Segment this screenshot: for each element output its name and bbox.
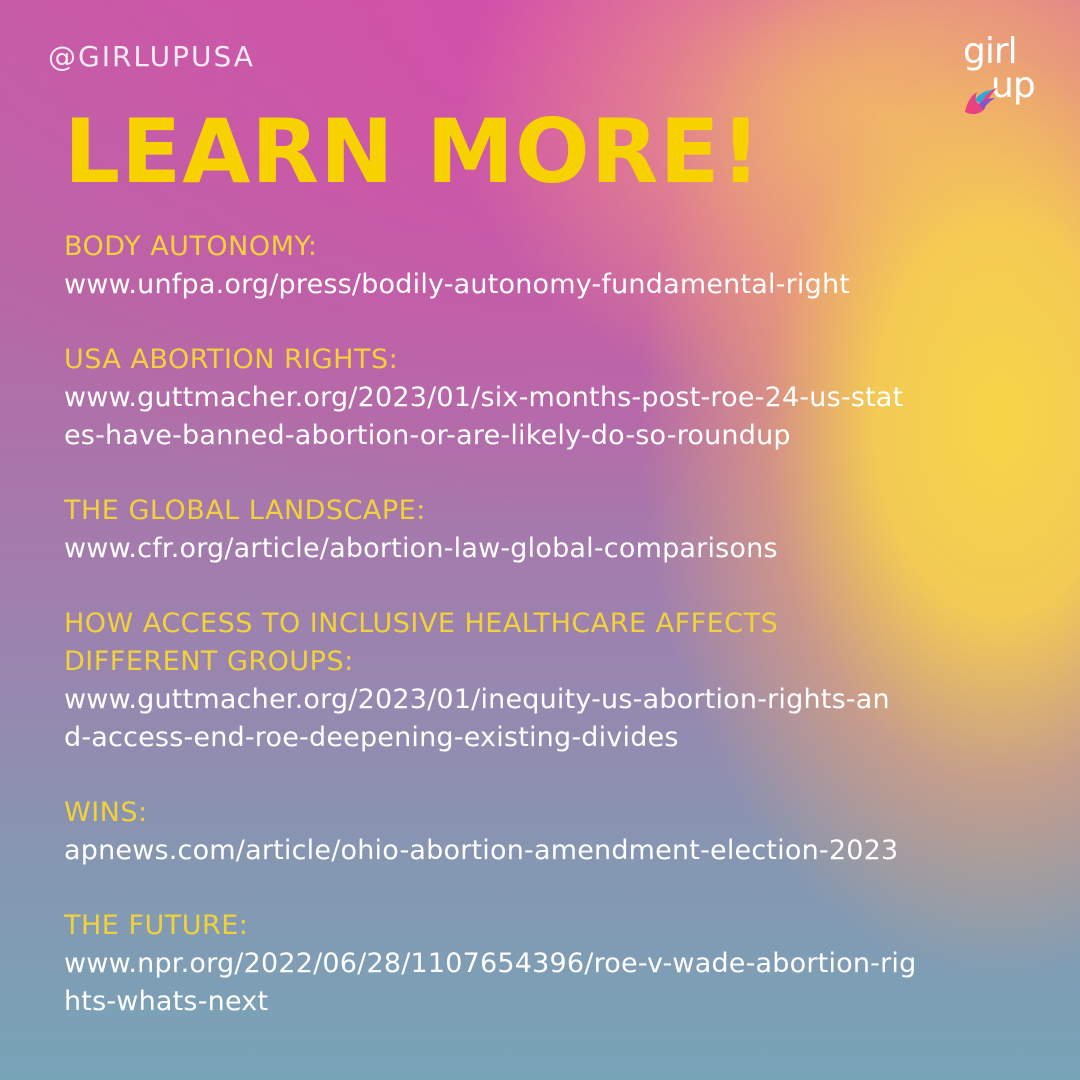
section-the-future (64, 907, 1044, 1021)
resource-url[interactable] (64, 681, 1044, 757)
url-line: www.guttmacher.org/2023/01/inequity-us-abortion-rights-an (64, 684, 890, 715)
section-heading: WINS: (64, 797, 148, 828)
section-heading: THE GLOBAL LANDSCAPE: (64, 495, 426, 526)
heading-line: HOW ACCESS TO INCLUSIVE HEALTHCARE AFFECTS (64, 608, 779, 639)
url-line: www.guttmacher.org/2023/01/six-months-post-roe-24-us-stat (64, 382, 904, 413)
url-line: apnews.com/article/ohio-abortion-amendment-election-2023 (64, 835, 899, 866)
url-line: www.unfpa.org/press/bodily-autonomy-fundamental-right (64, 269, 851, 300)
social-handle: @GIRLUPUSA (48, 40, 255, 73)
url-line: www.npr.org/2022/06/28/1107654396/roe-v-wade-abortion-rig (64, 948, 917, 979)
url-line: d-access-end-roe-deepening-existing-divides (64, 722, 679, 753)
url-line: es-have-banned-abortion-or-are-likely-do-so-roundup (64, 420, 791, 451)
section-global-landscape (64, 492, 1044, 568)
heading-line: DIFFERENT GROUPS: (64, 646, 354, 677)
logo-word-bottom: up (991, 65, 1035, 106)
resource-url[interactable] (64, 945, 1044, 1021)
section-inclusive-healthcare (64, 605, 1044, 757)
resource-list (64, 228, 1044, 1058)
section-heading: USA ABORTION RIGHTS: (64, 344, 399, 375)
resource-url[interactable] (64, 832, 1044, 870)
page-title: LEARN MORE! (64, 100, 762, 203)
resource-url[interactable] (64, 379, 1044, 455)
section-heading: BODY AUTONOMY: (64, 231, 318, 262)
resource-url[interactable] (64, 530, 1044, 568)
section-wins (64, 794, 1044, 870)
logo-word-top: girl (963, 31, 1017, 72)
girl-up-logo-icon (955, 30, 1055, 130)
section-body-autonomy (64, 228, 1044, 304)
section-usa-abortion-rights (64, 341, 1044, 455)
section-heading: THE FUTURE: (64, 910, 249, 941)
hand-icon (961, 82, 1001, 122)
url-line: hts-whats-next (64, 986, 269, 1017)
resource-url[interactable] (64, 266, 1044, 304)
section-heading (64, 605, 1044, 681)
url-line: www.cfr.org/article/abortion-law-global-comparisons (64, 533, 778, 564)
